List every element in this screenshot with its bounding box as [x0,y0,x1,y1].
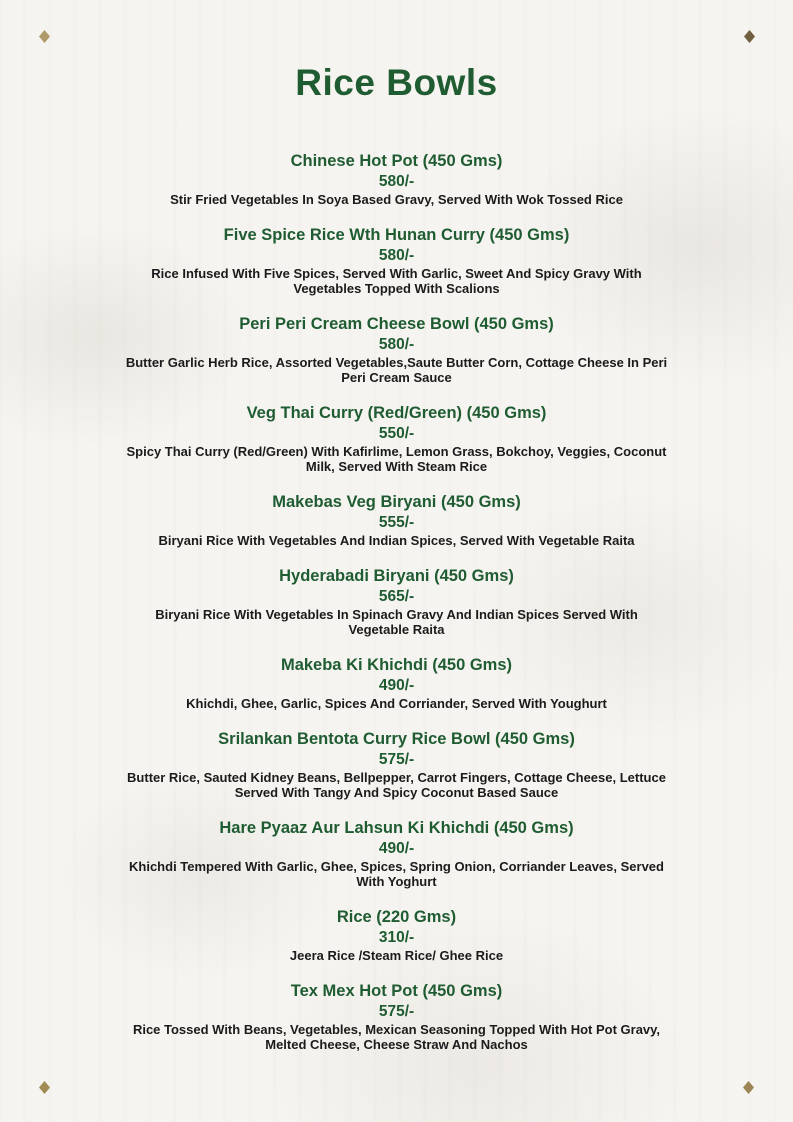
menu-item-description: Butter Rice, Sauted Kidney Beans, Bellpepper, Carrot Fingers, Cottage Cheese, Lettuce Served With Tangy And Spicy Coconut Based Sauce [127,770,666,800]
menu-item-name: Peri Peri Cream Cheese Bowl (450 Gms) [239,315,554,333]
menu-item [117,981,677,1052]
menu-item [117,314,677,385]
menu-item-list [0,151,793,1070]
menu-item-description: Stir Fried Vegetables In Soya Based Gravy, Served With Wok Tossed Rice [170,192,623,207]
page-title: Rice Bowls [295,62,498,103]
menu-item-description: Khichdi Tempered With Garlic, Ghee, Spices, Spring Onion, Corriander Leaves, Served With Yoghurt [129,859,664,889]
menu-item-description: Spicy Thai Curry (Red/Green) With Kafirlime, Lemon Grass, Bokchoy, Veggies, Coconut Milk, Served With Steam Rice [126,444,667,474]
menu-item-price: 310/- [378,929,415,946]
menu-item-description: Jeera Rice /Steam Rice/ Ghee Rice [289,948,504,963]
menu-item-name: Veg Thai Curry (Red/Green) (450 Gms) [246,404,547,422]
diamond-icon-bottom-right [743,1081,754,1094]
menu-item [117,729,677,800]
menu-item-description: Rice Tossed With Beans, Vegetables, Mexican Seasoning Topped With Hot Pot Gravy, Melted Cheese, Cheese Straw And Nachos [132,1022,661,1052]
menu-item-name: Srilankan Bentota Curry Rice Bowl (450 Gms) [218,730,575,748]
menu-item-price: 565/- [378,588,415,605]
menu-item-price: 575/- [378,751,415,768]
menu-item [117,655,677,711]
menu-item-name: Makebas Veg Biryani (450 Gms) [272,493,521,511]
menu-item-price: 580/- [378,247,415,264]
menu-item-name: Makeba Ki Khichdi (450 Gms) [280,656,513,674]
menu-item-price: 490/- [378,840,415,857]
menu-item [117,492,677,548]
menu-item-price: 580/- [378,336,415,353]
menu-item [117,818,677,889]
menu-item [117,566,677,637]
menu-item-description: Biryani Rice With Vegetables And Indian Spices, Served With Vegetable Raita [158,533,635,548]
menu-item-price: 555/- [378,514,415,531]
menu-item-name: Chinese Hot Pot (450 Gms) [290,152,503,170]
menu-item-name: Rice (220 Gms) [336,908,457,926]
menu-item-description: Biryani Rice With Vegetables In Spinach Gravy And Indian Spices Served With Vegetable Raita [155,607,638,637]
menu-item-price: 580/- [378,173,415,190]
menu-item-name: Hare Pyaaz Aur Lahsun Ki Khichdi (450 Gms) [219,819,574,837]
menu-item-name: Five Spice Rice Wth Hunan Curry (450 Gms) [223,226,570,244]
menu-item-description: Khichdi, Ghee, Garlic, Spices And Corriander, Served With Youghurt [186,696,607,711]
menu-item-description: Butter Garlic Herb Rice, Assorted Vegetables,Saute Butter Corn, Cottage Cheese In Peri Peri Cream Sauce [125,355,668,385]
menu-item-price: 490/- [378,677,415,694]
menu-item [117,403,677,474]
menu-item-price: 575/- [378,1003,415,1020]
menu-item [117,225,677,296]
menu-item [117,907,677,963]
menu-item-name: Hyderabadi Biryani (450 Gms) [279,567,514,585]
menu-item-description: Rice Infused With Five Spices, Served With Garlic, Sweet And Spicy Gravy With Vegetables Topped With Scalions [151,266,642,296]
menu-item [117,151,677,207]
diamond-icon-bottom-left [39,1081,50,1094]
menu-item-name: Tex Mex Hot Pot (450 Gms) [290,982,503,1000]
menu-item-price: 550/- [378,425,415,442]
